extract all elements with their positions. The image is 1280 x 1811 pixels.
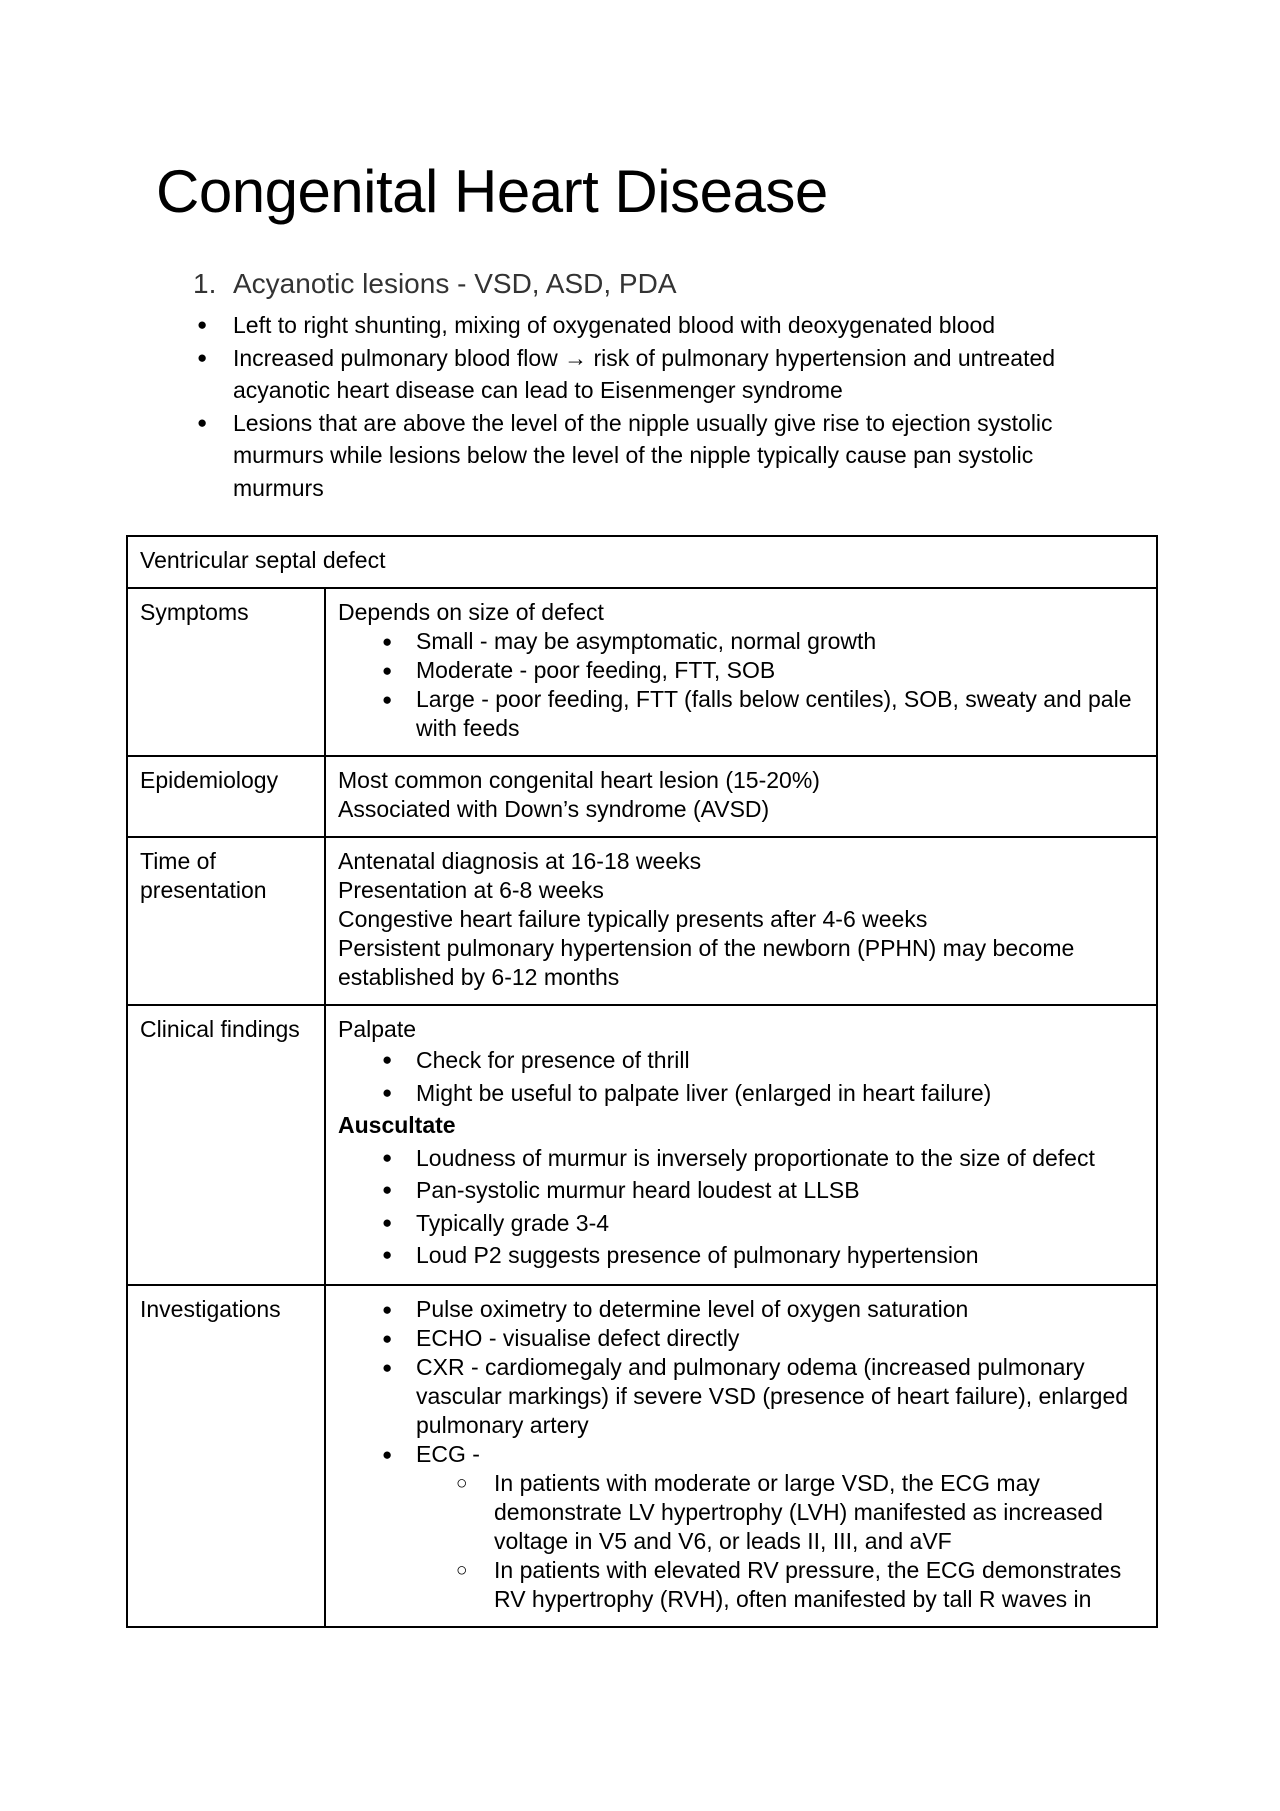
sub-bullet-glyph: ○ [456, 1559, 468, 1581]
table-row-symptoms [127, 588, 1157, 756]
row-content [325, 1005, 1157, 1285]
row-content [325, 756, 1157, 837]
section-heading [193, 266, 677, 302]
list-item: ● CXR - cardiomegaly and pulmonary odema (increased pulmonary vascular markings) if severe VSD (presence of heart failure), enlarged pulmonary artery [382, 1353, 1129, 1438]
bullet-glyph: ● [197, 315, 208, 334]
bullet-glyph: ● [382, 1212, 393, 1232]
text-line: Antenatal diagnosis at 16-18 weeks [338, 848, 702, 874]
list-item: ● Large - poor feeding, FTT (falls below centiles), SOB, sweaty and pale with feeds [382, 686, 1132, 741]
text-line: Most common congenital heart lesion (15-20%) [338, 767, 820, 793]
list-item: ● Might be useful to palpate liver (enlarged in heart failure) [338, 1077, 1146, 1110]
intro-bullet-list [193, 309, 1113, 504]
table-row-presentation [127, 837, 1157, 1005]
list-item: ● Small - may be asymptomatic, normal growth [382, 628, 877, 654]
table-header-cell: Ventricular septal defect [127, 536, 1157, 588]
row-label: Time of presentation [127, 837, 325, 1005]
auscultate-heading: Auscultate [338, 1112, 456, 1138]
row-content [325, 588, 1157, 756]
bullet-glyph: ● [382, 661, 393, 680]
list-item: ● Loud P2 suggests presence of pulmonary hypertension [338, 1239, 1146, 1272]
bullet-glyph: ● [382, 1357, 393, 1377]
list-item: ● Typically grade 3-4 [338, 1207, 1146, 1240]
bullet-glyph: ● [382, 1328, 393, 1348]
row-label: Clinical findings [127, 1005, 325, 1285]
row-label: Investigations [127, 1285, 325, 1627]
list-item: ● ECG - ○ In patients with moderate or large VSD, the ECG may demonstrate LV hypertrophy (LVH) manifested as increased voltage in V5 and V6, or leads II, III, and aVF ○ In patients with elevated RV pressure, the ECG demonstrates RV hypertrophy (RVH), often manifested by tall R waves in [338, 1440, 1146, 1614]
text-line: Associated with Down’s syndrome (AVSD) [338, 796, 770, 822]
ecg-sub-list [338, 1469, 1146, 1614]
sub-list-item: ○ In patients with moderate or large VSD, the ECG may demonstrate LV hypertrophy (LVH) manifested as increased voltage in V5 and V6, or leads II, III, and aVF [456, 1469, 1103, 1554]
auscultate-list [338, 1142, 1146, 1272]
bullet-glyph: ● [382, 1444, 393, 1464]
section-number: 1. [193, 268, 217, 299]
list-item: ● Check for presence of thrill [338, 1044, 1146, 1077]
bullet-glyph: ● [197, 347, 208, 367]
table-row-clinical-findings [127, 1005, 1157, 1285]
bullet-glyph: ● [382, 1180, 393, 1199]
table-row-investigations [127, 1285, 1157, 1627]
intro-bullet: ● Left to right shunting, mixing of oxygenated blood with deoxygenated blood [193, 309, 1113, 342]
text-line: Persistent pulmonary hypertension of the newborn (PPHN) may become established by 6-12 months [338, 935, 1075, 990]
section-heading-text: Acyanotic lesions - VSD, ASD, PDA [233, 268, 677, 299]
intro-bullet: ● Increased pulmonary blood flow → risk of pulmonary hypertension and untreated acyanotic heart disease can lead to Eisenmenger syndrome [193, 342, 1113, 407]
bullet-glyph: ● [382, 1082, 393, 1102]
page-title: Congenital Heart Disease [156, 158, 828, 225]
intro-bullet: ● Lesions that are above the level of the nipple usually give rise to ejection systolic murmurs while lesions below the level of the nipple typically cause pan systolic murmurs [193, 407, 1113, 505]
bullet-glyph: ● [382, 1299, 393, 1319]
row-label: Symptoms [127, 588, 325, 756]
bullet-glyph: ● [382, 690, 393, 709]
list-item: ● Pan-systolic murmur heard loudest at LLSB [338, 1174, 1146, 1207]
investigations-list [338, 1295, 1146, 1614]
list-item: ● ECHO - visualise defect directly [382, 1324, 740, 1351]
table-header-row [127, 536, 1157, 588]
bullet-glyph: ● [197, 412, 208, 432]
palpate-list [338, 1044, 1146, 1109]
table-row-epidemiology [127, 756, 1157, 837]
vsd-table [126, 535, 1158, 1628]
palpate-heading: Palpate [338, 1016, 417, 1042]
bullet-glyph: ● [382, 632, 393, 651]
list-item: ● Moderate - poor feeding, FTT, SOB [382, 657, 776, 683]
row-content [325, 837, 1157, 1005]
bullet-glyph: ● [382, 1147, 393, 1167]
text-line: Presentation at 6-8 weeks [338, 877, 604, 903]
symptoms-list [338, 627, 1146, 743]
text-line: Congestive heart failure typically presents after 4-6 weeks [338, 906, 928, 932]
sub-bullet-glyph: ○ [456, 1472, 468, 1494]
row-label: Epidemiology [127, 756, 325, 837]
list-item: ● Loudness of murmur is inversely proportionate to the size of defect [338, 1142, 1146, 1175]
row-content [325, 1285, 1157, 1627]
bullet-glyph: ● [382, 1245, 393, 1264]
bullet-glyph: ● [382, 1050, 393, 1069]
sub-list-item: ○ In patients with elevated RV pressure, the ECG demonstrates RV hypertrophy (RVH), often manifested by tall R waves in [456, 1556, 1122, 1612]
list-item: ● Pulse oximetry to determine level of oxygen saturation [382, 1295, 969, 1322]
symptoms-intro: Depends on size of defect [338, 599, 604, 625]
